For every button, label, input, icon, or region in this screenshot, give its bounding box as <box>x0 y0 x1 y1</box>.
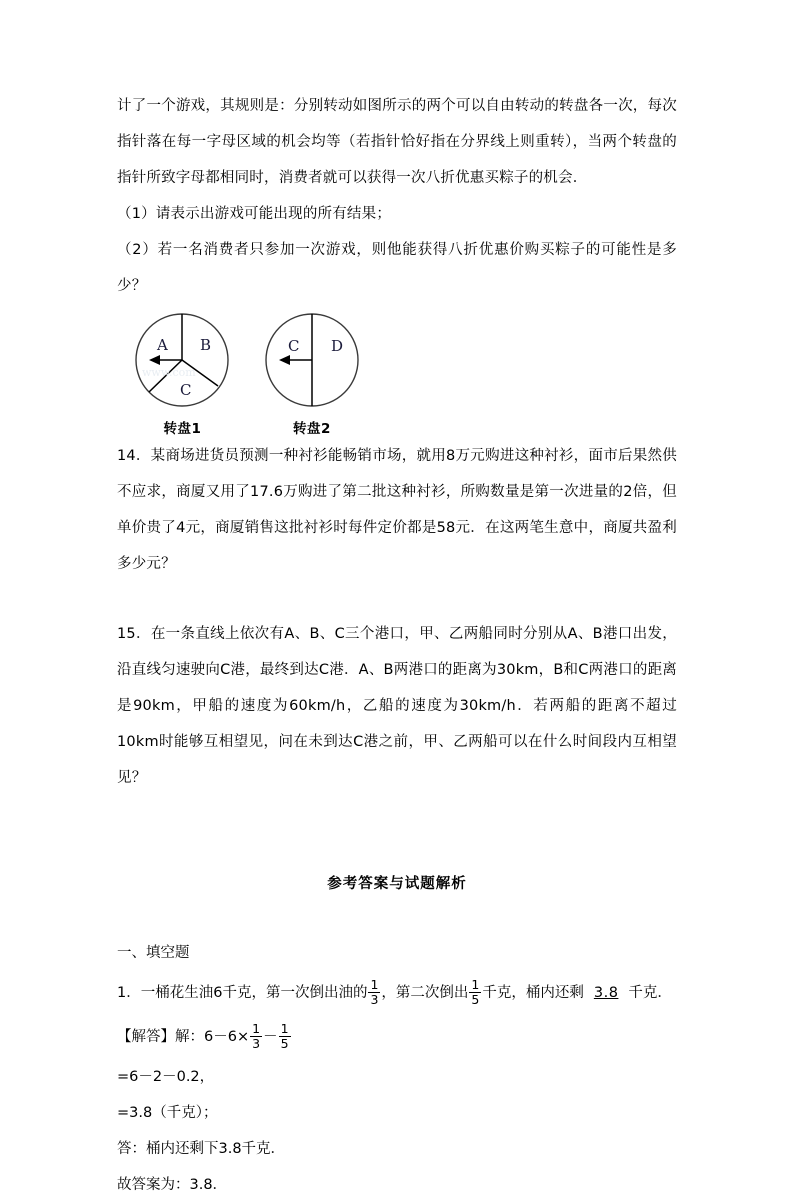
fraction-one-third: $\frac{1}{3}$ <box>370 977 379 1007</box>
spinner-1-label-c: C <box>180 381 192 399</box>
solution-fraction-one-fifth: $\frac{1}{5}$ <box>280 1021 289 1051</box>
solution-fraction-one-third: $\frac{1}{3}$ <box>252 1021 261 1051</box>
spinner-1-label-b: B <box>200 336 212 354</box>
answer-item-1-tail: 千克． <box>628 985 672 1001</box>
problem-14: 14．某商场进货员预测一种衬衫能畅销市场，就用8万元购进这种衬衫，面市后果然供不应求，商厦又用了17.6万购进了第二批这种衬衫，所购数量是第一次进量的2倍，但单价贵了4元，商厦销售这批衬衫时每件定价都是58元．在这两笔生意中，商厦共盈利多少元？ <box>117 448 677 572</box>
spinner-2-icon <box>257 310 367 410</box>
answer-item-1-middle: ，第二次倒出 <box>381 985 469 1001</box>
spinner-watermark: www.com <box>142 366 196 379</box>
answer-item-1-suffix: 千克，桶内还剩 <box>482 985 584 1001</box>
spinner-1-caption: 转盘1 <box>163 421 202 437</box>
spinner-1-icon <box>130 310 235 410</box>
solution-line-5: 故答案为：3.8． <box>117 1177 228 1193</box>
solution-expression-start: 6－6× <box>204 1029 250 1045</box>
answer-item-1-prefix: 1．一桶花生油6千克，第一次倒出油的 <box>117 985 368 1001</box>
spinner-1-figure <box>130 310 235 437</box>
spinner-1-label-a: A <box>157 336 168 354</box>
gap-before-answers <box>117 796 677 872</box>
spinner-2-caption: 转盘2 <box>293 421 331 437</box>
spinner-figures <box>117 310 677 438</box>
solution-line-3: =3.8（千克）； <box>117 1105 218 1121</box>
solution-line-2: =6－2－0.2， <box>117 1069 215 1085</box>
answer-blank-value: 3.8 <box>593 985 619 1001</box>
spinner-2-label-d: D <box>331 337 344 355</box>
answers-section-title: 参考答案与试题解析 <box>327 876 467 892</box>
gap-after-answers-title <box>117 893 677 935</box>
solution-line-1 <box>117 1015 677 1059</box>
problem-15: 15．在一条直线上依次有A、B、C三个港口，甲、乙两船同时分别从A、B港口出发，沿直线匀速驶向C港，最终到达C港．A、B两港口的距离为30km，B和C两港口的距离是90km，甲船的速度为60km/h，乙船的速度为30km/h．若两船的距离不超过10km时能够互相望见，问在未到达C港之前，甲、乙两船可以在什么时间段内互相望见？ <box>117 626 677 786</box>
solution-line-4: 答：桶内还剩下3.8千克． <box>117 1141 286 1157</box>
spacer-between-problems <box>117 582 677 616</box>
spinner-2-figure <box>257 310 367 437</box>
problem-13-subquestion-2: （2）若一名消费者只参加一次游戏，则他能获得八折优惠价购买粽子的可能性是多少？ <box>117 242 677 294</box>
solution-minus-sign: － <box>263 1029 278 1045</box>
answers-section-heading: 一、填空题 <box>117 945 190 961</box>
answer-item-1 <box>117 971 677 1015</box>
solution-label: 【解答】解： <box>117 1029 204 1045</box>
problem-13-body: 计了一个游戏，其规则是：分别转动如图所示的两个可以自由转动的转盘各一次，每次指针落在每一字母区域的机会均等（若指针恰好指在分界线上则重转），当两个转盘的指针所致字母都相同时，消费者就可以获得一次八折优惠买粽子的机会． <box>117 98 677 186</box>
problem-13-subquestion-1: （1）请表示出游戏可能出现的所有结果； <box>117 206 392 222</box>
document-content <box>117 88 677 1203</box>
fraction-one-fifth: $\frac{1}{5}$ <box>471 977 480 1007</box>
spinner-2-label-c: C <box>288 337 300 355</box>
